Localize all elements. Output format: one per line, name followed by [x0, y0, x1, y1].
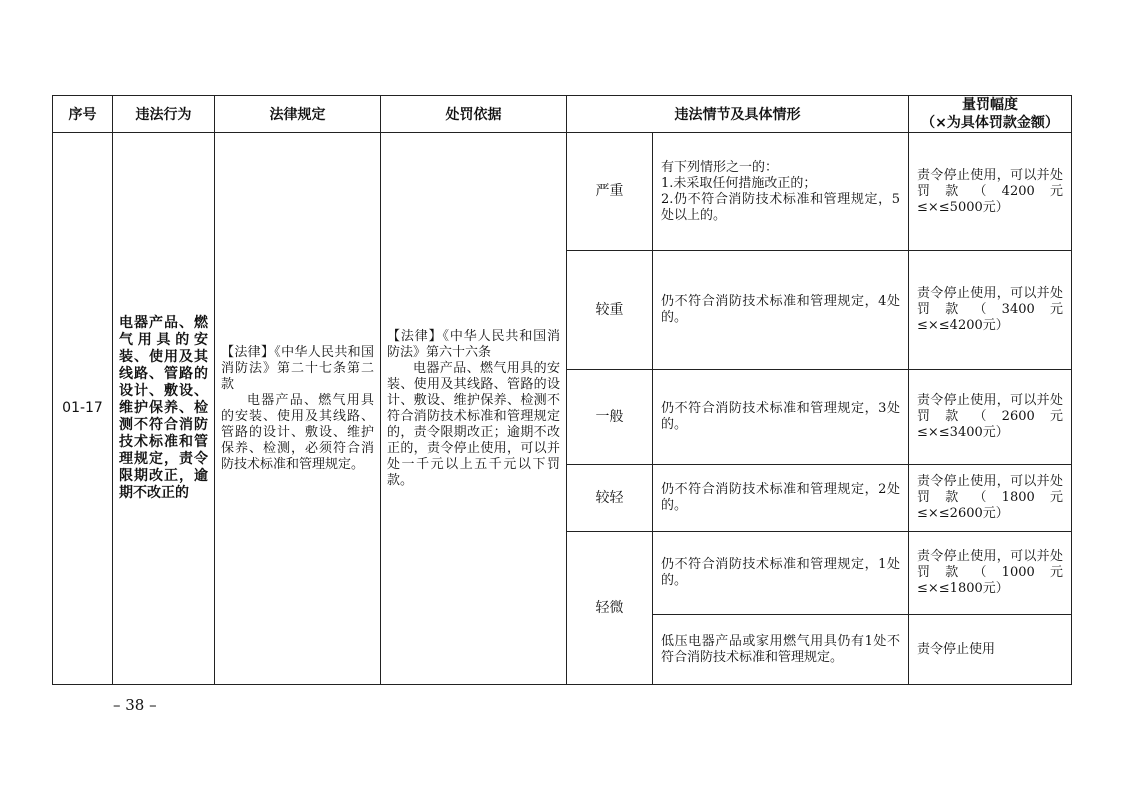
header-penalty-note: （×为具体罚款金额） — [921, 115, 1059, 131]
penalty-light: 责令停止使用，可以并处罚款（1800元≤×≤2600元） — [909, 465, 1072, 532]
basis-text: 电器产品、燃气用具的安装、使用及其线路、管路的设计、敷设、维护保养、检测不符合消防技术标准和管理规定的，责令限期改正；逾期不改正的，责令停止使用，可以并处一千元以上五千元以下罚款。 — [387, 360, 560, 488]
detail-general: 仍不符合消防技术标准和管理规定，3处的。 — [653, 370, 909, 465]
penalty-heavy: 责令停止使用，可以并处罚款（3400元≤×≤4200元） — [909, 251, 1072, 370]
basis-citation: 【法律】《中华人民共和国消防法》第六十六条 — [387, 328, 560, 360]
penalty-minor-a: 责令停止使用，可以并处罚款（1000元≤×≤1800元） — [909, 532, 1072, 615]
law-text: 电器产品、燃气用具的安装、使用及其线路、管路的设计、敷设、维护保养、检测，必须符合消防技术标准和管理规定。 — [221, 392, 374, 472]
row-seq: 01-17 — [53, 133, 113, 685]
level-minor: 轻微 — [567, 532, 653, 685]
detail-minor-b: 低压电器产品或家用燃气用具仍有1处不符合消防技术标准和管理规定。 — [653, 615, 909, 685]
detail-severe-line: 1.未采取任何措施改正的； — [661, 175, 817, 191]
page-number: – 38 – — [113, 696, 157, 714]
header-penalty — [909, 96, 1072, 133]
row-severe — [53, 133, 1072, 251]
detail-light: 仍不符合消防技术标准和管理规定，2处的。 — [653, 465, 909, 532]
penalty-minor-b: 责令停止使用 — [909, 615, 1072, 685]
level-light: 较轻 — [567, 465, 653, 532]
law-citation: 【法律】《中华人民共和国消防法》第二十七条第二款 — [221, 344, 374, 392]
header-seq: 序号 — [53, 96, 113, 133]
level-heavy: 较重 — [567, 251, 653, 370]
row-violation: 电器产品、燃气用具的安装、使用及其线路、管路的设计、敷设、维护保养、检测不符合消防技术标准和管理规定，责令限期改正，逾期不改正的 — [113, 133, 215, 685]
detail-severe-line: 有下列情形之一的： — [661, 159, 779, 175]
detail-heavy: 仍不符合消防技术标准和管理规定，4处的。 — [653, 251, 909, 370]
header-act: 违法行为 — [113, 96, 215, 133]
header-basis: 处罚依据 — [381, 96, 567, 133]
penalty-general: 责令停止使用，可以并处罚款（2600元≤×≤3400元） — [909, 370, 1072, 465]
penalty-table — [52, 95, 1072, 685]
row-basis — [381, 133, 567, 685]
detail-severe-line: 2.仍不符合消防技术标准和管理规定，5处以上的。 — [661, 191, 900, 223]
level-general: 一般 — [567, 370, 653, 465]
row-law — [215, 133, 381, 685]
header-penalty-title: 量罚幅度 — [962, 97, 1018, 113]
header-circumstance: 违法情节及具体情形 — [567, 96, 909, 133]
level-severe: 严重 — [567, 133, 653, 251]
header-law: 法律规定 — [215, 96, 381, 133]
header-row — [53, 96, 1072, 133]
detail-minor-a: 仍不符合消防技术标准和管理规定，1处的。 — [653, 532, 909, 615]
detail-severe — [653, 133, 909, 251]
penalty-severe: 责令停止使用，可以并处罚款（4200元≤×≤5000元） — [909, 133, 1072, 251]
